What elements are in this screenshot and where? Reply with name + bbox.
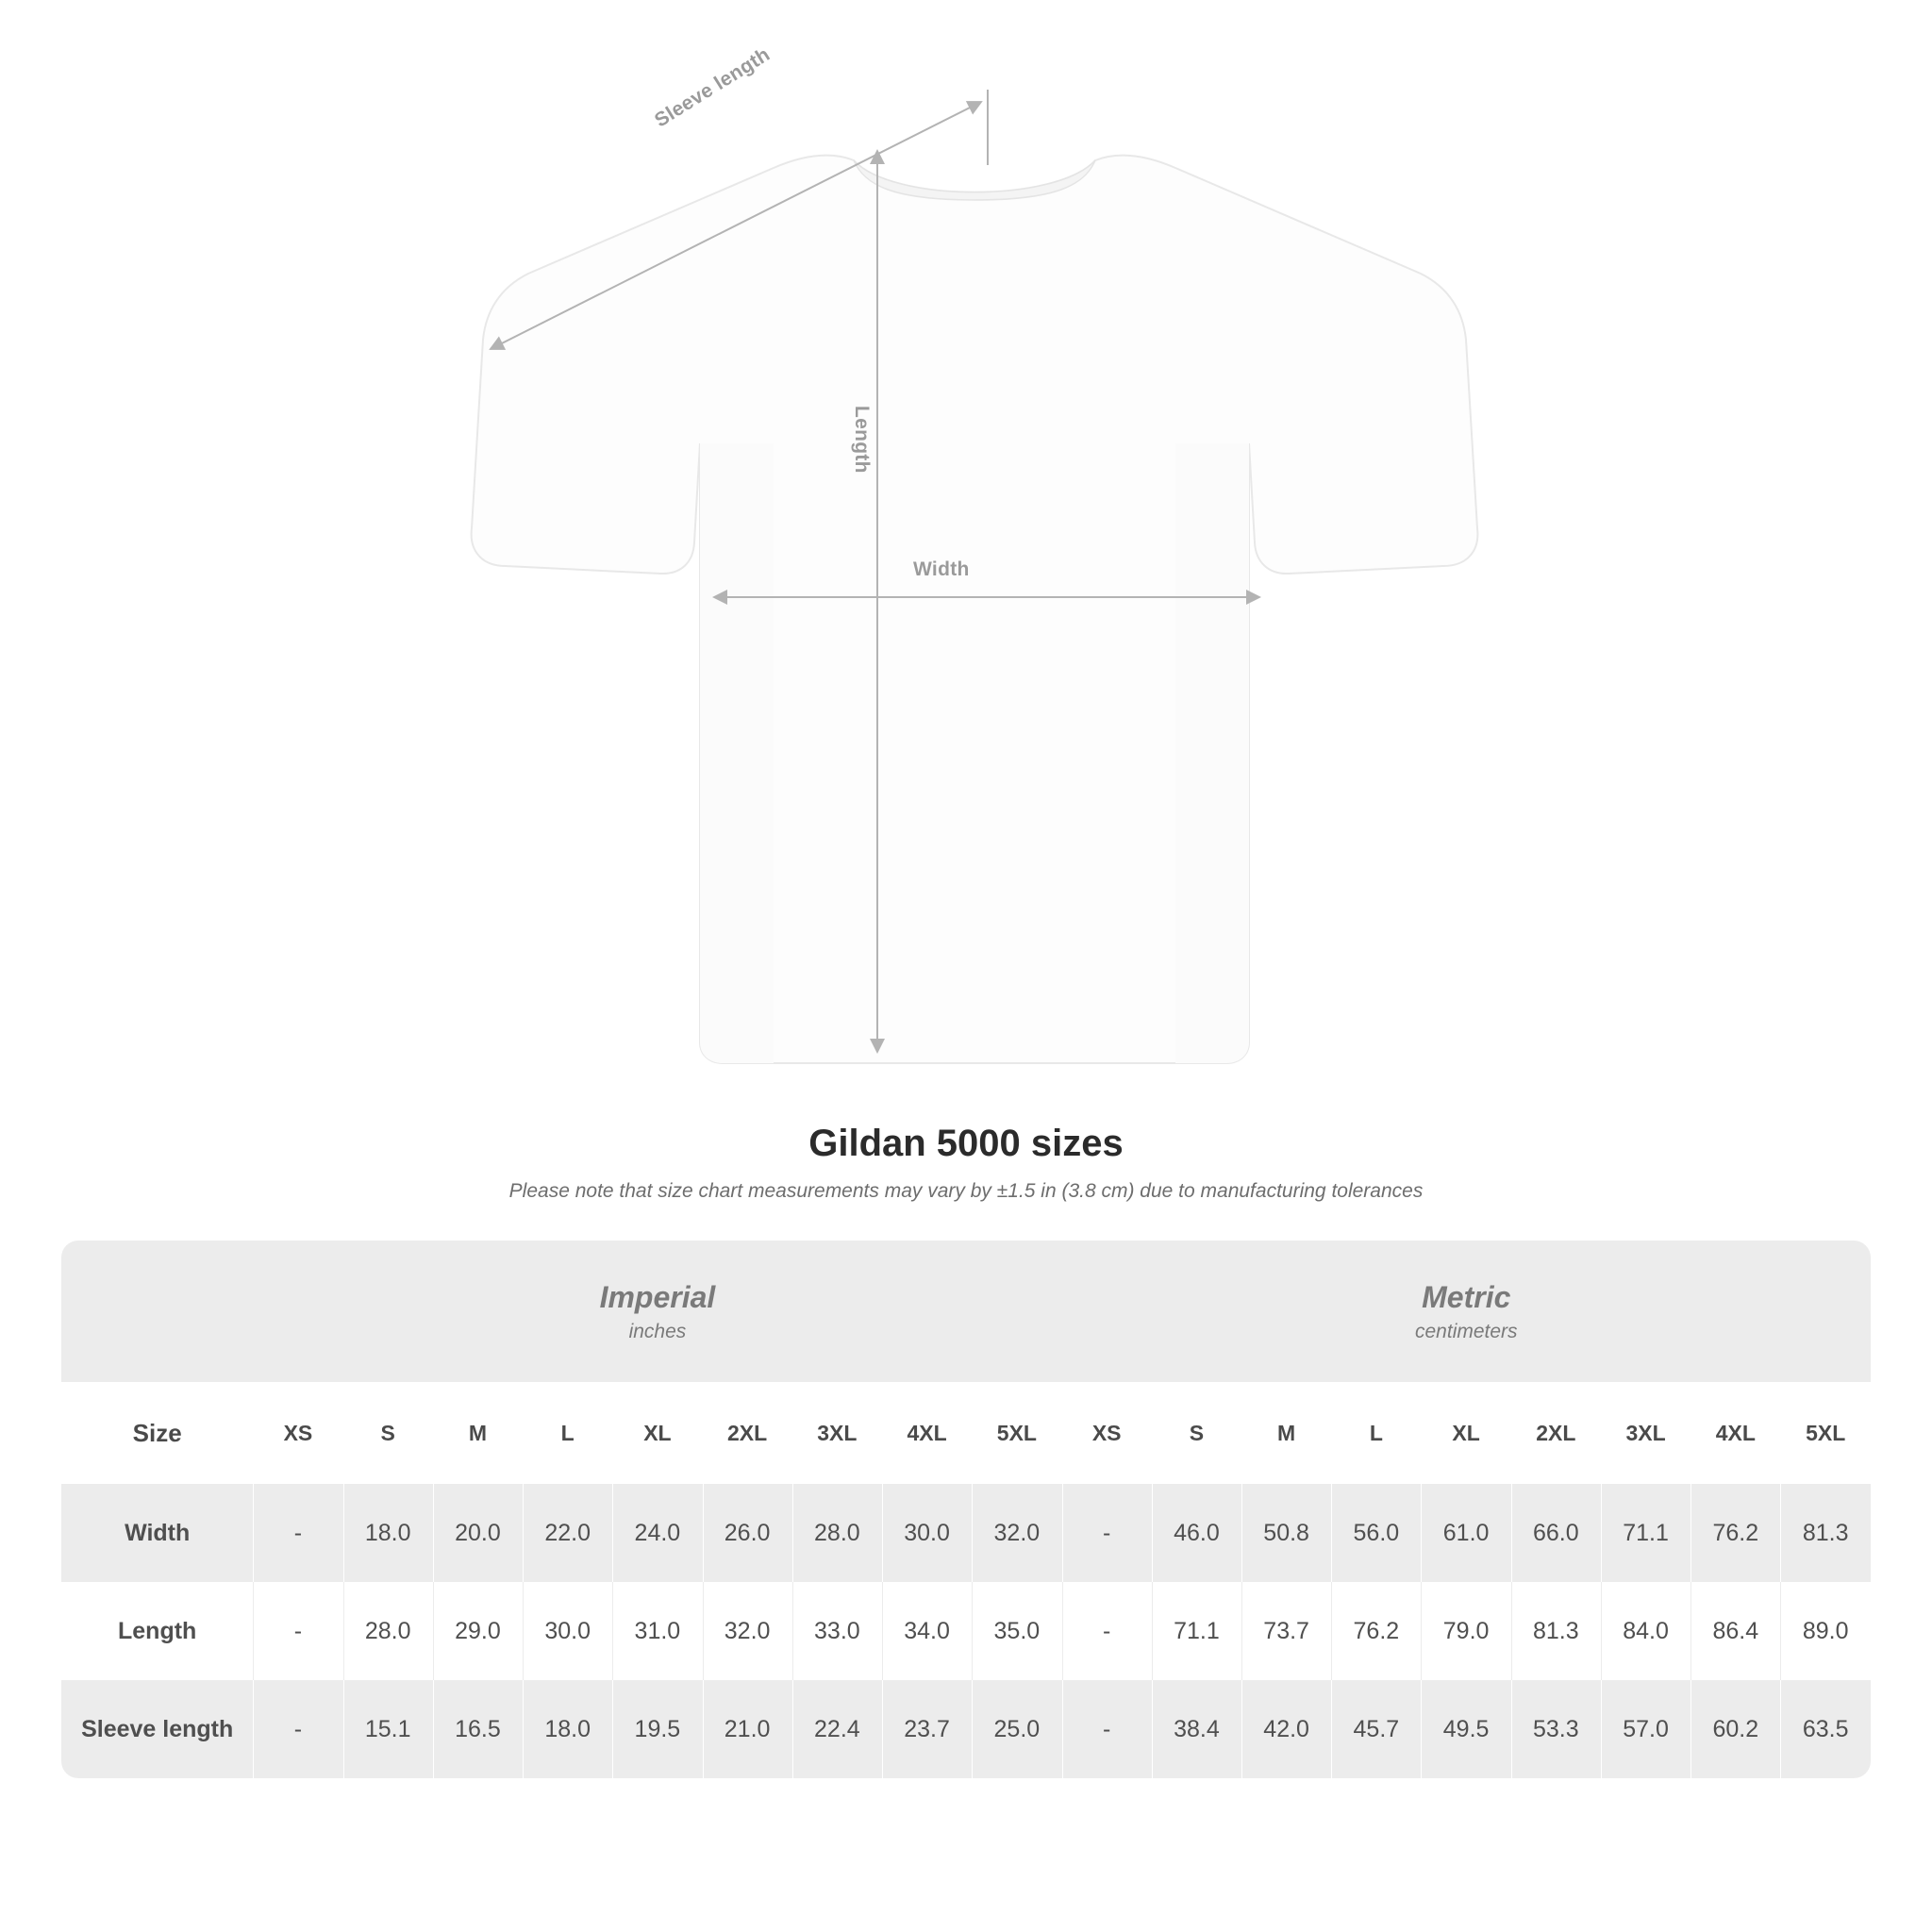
- size-table-wrapper: [61, 1241, 1871, 1778]
- sleeve-metric-4xl: 60.2: [1690, 1680, 1780, 1778]
- width-imperial-xs: -: [253, 1484, 342, 1582]
- length-imperial-5xl: 35.0: [972, 1582, 1061, 1680]
- tolerance-note: Please note that size chart measurements may vary by ±1.5 in (3.8 cm) due to manufacturing tolerances: [508, 1180, 1424, 1202]
- size-header-metric-xl: XL: [1421, 1382, 1510, 1484]
- length-metric-5xl: 89.0: [1780, 1582, 1871, 1680]
- width-imperial-3xl: 28.0: [792, 1484, 882, 1582]
- sleeve-imperial-xl: 19.5: [612, 1680, 702, 1778]
- length-imperial-4xl: 34.0: [882, 1582, 972, 1680]
- unit-name-imperial: Imperial: [599, 1279, 716, 1314]
- length-imperial-xs: -: [253, 1582, 342, 1680]
- size-header-metric-xs: XS: [1062, 1382, 1152, 1484]
- width-metric-2xl: 66.0: [1511, 1484, 1601, 1582]
- length-imperial-2xl: 32.0: [703, 1582, 792, 1680]
- sleeve-metric-m: 42.0: [1241, 1680, 1331, 1778]
- length-imperial-xl: 31.0: [612, 1582, 702, 1680]
- sleeve-metric-xl: 49.5: [1421, 1680, 1510, 1778]
- size-header-label: Size: [61, 1382, 253, 1484]
- unit-corner-cell: [61, 1241, 253, 1382]
- length-imperial-m: 29.0: [433, 1582, 523, 1680]
- row-label-width: Width: [61, 1484, 253, 1582]
- size-header-metric-4xl: 4XL: [1690, 1382, 1780, 1484]
- width-imperial-m: 20.0: [433, 1484, 523, 1582]
- size-header-metric-l: L: [1331, 1382, 1421, 1484]
- size-header-imperial-m: M: [433, 1382, 523, 1484]
- size-header-metric-2xl: 2XL: [1511, 1382, 1601, 1484]
- length-label: Length: [851, 406, 873, 474]
- size-header-imperial-5xl: 5XL: [972, 1382, 1061, 1484]
- unit-sub-imperial: inches: [628, 1321, 687, 1343]
- tshirt-shape: [472, 156, 1478, 1063]
- sleeve-imperial-3xl: 22.4: [792, 1680, 882, 1778]
- sleeve-imperial-s: 15.1: [343, 1680, 433, 1778]
- size-header-metric-3xl: 3XL: [1601, 1382, 1690, 1484]
- size-header-imperial-3xl: 3XL: [792, 1382, 882, 1484]
- row-label-length: Length: [61, 1582, 253, 1680]
- table-row-width: [61, 1484, 1871, 1582]
- width-metric-s: 46.0: [1152, 1484, 1241, 1582]
- size-header-imperial-l: L: [523, 1382, 612, 1484]
- size-header-row: [61, 1382, 1871, 1484]
- width-metric-xl: 61.0: [1421, 1484, 1510, 1582]
- length-imperial-s: 28.0: [343, 1582, 433, 1680]
- sleeve-imperial-xs: -: [253, 1680, 342, 1778]
- unit-header-row: [61, 1241, 1871, 1382]
- sleeve-imperial-2xl: 21.0: [703, 1680, 792, 1778]
- length-metric-3xl: 84.0: [1601, 1582, 1690, 1680]
- title-block: [0, 1123, 1932, 1203]
- sleeve-metric-l: 45.7: [1331, 1680, 1421, 1778]
- size-table: [61, 1241, 1871, 1778]
- width-metric-l: 56.0: [1331, 1484, 1421, 1582]
- sleeve-metric-5xl: 63.5: [1780, 1680, 1871, 1778]
- unit-header-imperial: [253, 1241, 1061, 1382]
- table-row-length: [61, 1582, 1871, 1680]
- length-metric-2xl: 81.3: [1511, 1582, 1601, 1680]
- size-header-metric-m: M: [1241, 1382, 1331, 1484]
- sleeve-metric-s: 38.4: [1152, 1680, 1241, 1778]
- length-metric-xs: -: [1062, 1582, 1152, 1680]
- unit-sub-metric: centimeters: [1415, 1321, 1518, 1343]
- length-metric-m: 73.7: [1241, 1582, 1331, 1680]
- length-metric-4xl: 86.4: [1690, 1582, 1780, 1680]
- width-metric-5xl: 81.3: [1780, 1484, 1871, 1582]
- size-header-imperial-2xl: 2XL: [703, 1382, 792, 1484]
- size-header-imperial-4xl: 4XL: [882, 1382, 972, 1484]
- length-imperial-l: 30.0: [523, 1582, 612, 1680]
- width-imperial-xl: 24.0: [612, 1484, 702, 1582]
- sleeve-imperial-5xl: 25.0: [972, 1680, 1061, 1778]
- sleeve-metric-3xl: 57.0: [1601, 1680, 1690, 1778]
- sleeve-imperial-m: 16.5: [433, 1680, 523, 1778]
- sleeve-metric-xs: -: [1062, 1680, 1152, 1778]
- size-header-imperial-s: S: [343, 1382, 433, 1484]
- size-header-imperial-xs: XS: [253, 1382, 342, 1484]
- sleeve-metric-2xl: 53.3: [1511, 1680, 1601, 1778]
- sleeve-imperial-l: 18.0: [523, 1680, 612, 1778]
- size-header-metric-5xl: 5XL: [1780, 1382, 1871, 1484]
- length-metric-xl: 79.0: [1421, 1582, 1510, 1680]
- size-header-imperial-xl: XL: [612, 1382, 702, 1484]
- sleeve-imperial-4xl: 23.7: [882, 1680, 972, 1778]
- width-metric-3xl: 71.1: [1601, 1484, 1690, 1582]
- table-row-sleeve-length: [61, 1680, 1871, 1778]
- width-imperial-2xl: 26.0: [703, 1484, 792, 1582]
- width-imperial-4xl: 30.0: [882, 1484, 972, 1582]
- unit-name-metric: Metric: [1422, 1279, 1511, 1314]
- width-label: Width: [913, 558, 970, 580]
- width-imperial-5xl: 32.0: [972, 1484, 1061, 1582]
- width-metric-4xl: 76.2: [1690, 1484, 1780, 1582]
- length-metric-l: 76.2: [1331, 1582, 1421, 1680]
- sleeve-length-label: Sleeve length: [651, 43, 774, 132]
- length-metric-s: 71.1: [1152, 1582, 1241, 1680]
- unit-header-metric: [1062, 1241, 1871, 1382]
- width-imperial-l: 22.0: [523, 1484, 612, 1582]
- page-title: Gildan 5000 sizes: [808, 1123, 1124, 1164]
- width-metric-xs: -: [1062, 1484, 1152, 1582]
- size-header-metric-s: S: [1152, 1382, 1241, 1484]
- width-imperial-s: 18.0: [343, 1484, 433, 1582]
- length-imperial-3xl: 33.0: [792, 1582, 882, 1680]
- row-label-sleeve-length: Sleeve length: [61, 1680, 253, 1778]
- width-metric-m: 50.8: [1241, 1484, 1331, 1582]
